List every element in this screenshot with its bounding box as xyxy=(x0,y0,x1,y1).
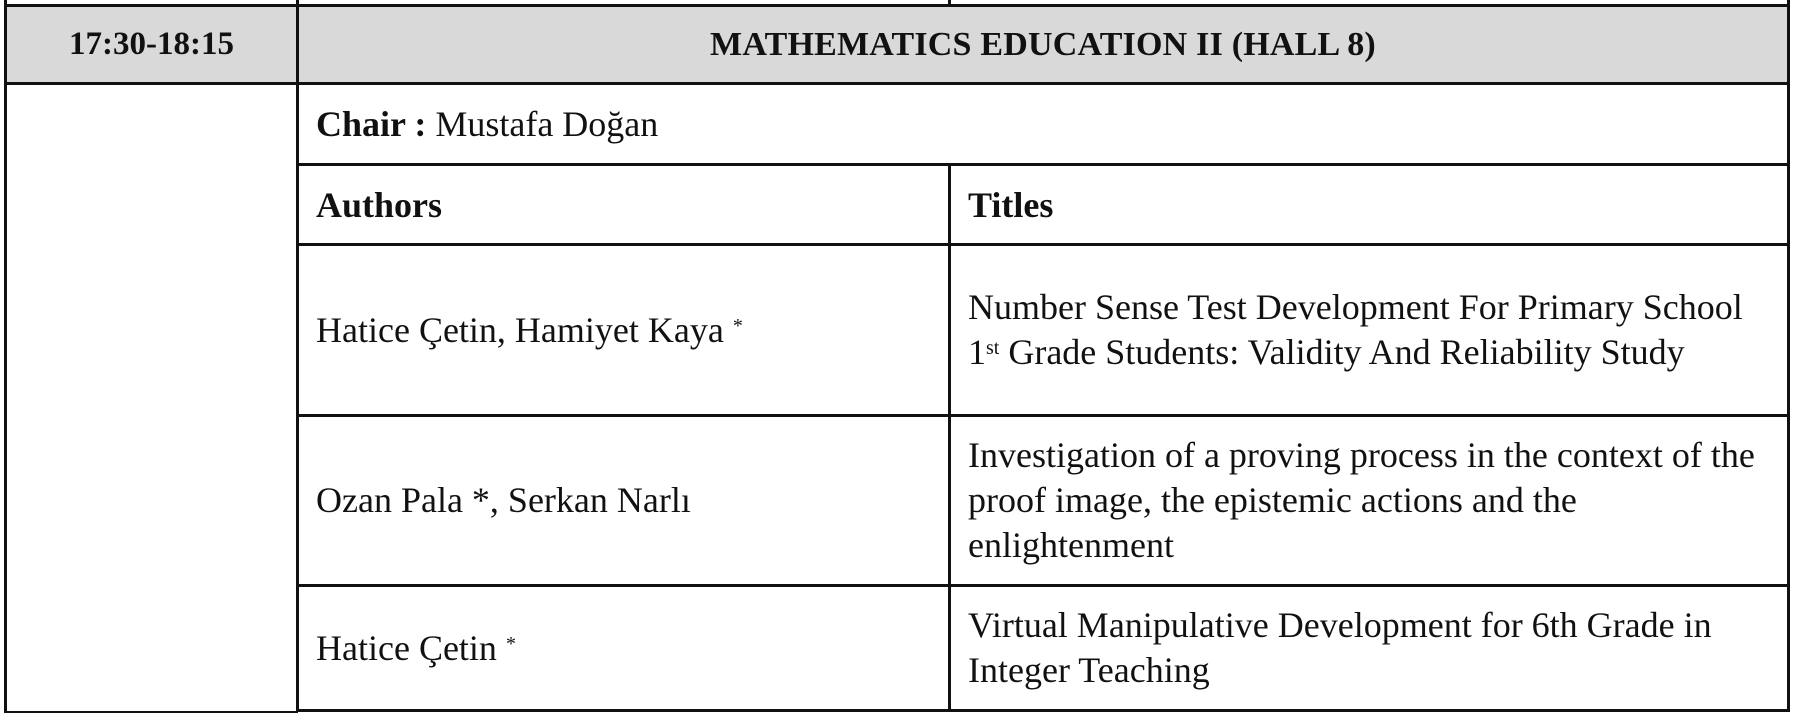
session-time: 17:30-18:15 xyxy=(69,26,234,62)
table-row-1-title: Number Sense Test Development For Primary School 1st Grade Students: Validity And Reliability Study xyxy=(968,287,1743,372)
chair-row xyxy=(299,85,1787,163)
authors-column-header: Authors xyxy=(316,184,443,225)
titles-column-header: Titles xyxy=(968,184,1054,225)
table-row-2-title: Investigation of a proving process in the context of the proof image, the epistemic actions and the enlightenment xyxy=(968,435,1755,565)
right-border xyxy=(1787,0,1790,712)
time-column-bottom-border xyxy=(6,711,298,713)
table-row-3-authors: Hatice Çetin * xyxy=(316,627,516,668)
chair-name: Mustafa Doğan xyxy=(435,103,659,144)
chair-label: Chair : xyxy=(316,103,427,144)
table-row-2-authors: Ozan Pala *, Serkan Narlı xyxy=(316,480,691,520)
table-row-1-authors: Hatice Çetin, Hamiyet Kaya * xyxy=(316,309,743,350)
corresponding-author-mark: * xyxy=(505,632,516,655)
session-title: MATHEMATICS EDUCATION II (HALL 8) xyxy=(710,25,1376,63)
corresponding-author-mark: * xyxy=(732,314,743,337)
top-stub-divider xyxy=(948,0,951,6)
left-border xyxy=(4,0,7,713)
table-row-3-title: Virtual Manipulative Development for 6th Grade in Integer Teaching xyxy=(968,605,1712,690)
table-bottom-border xyxy=(298,709,1790,712)
